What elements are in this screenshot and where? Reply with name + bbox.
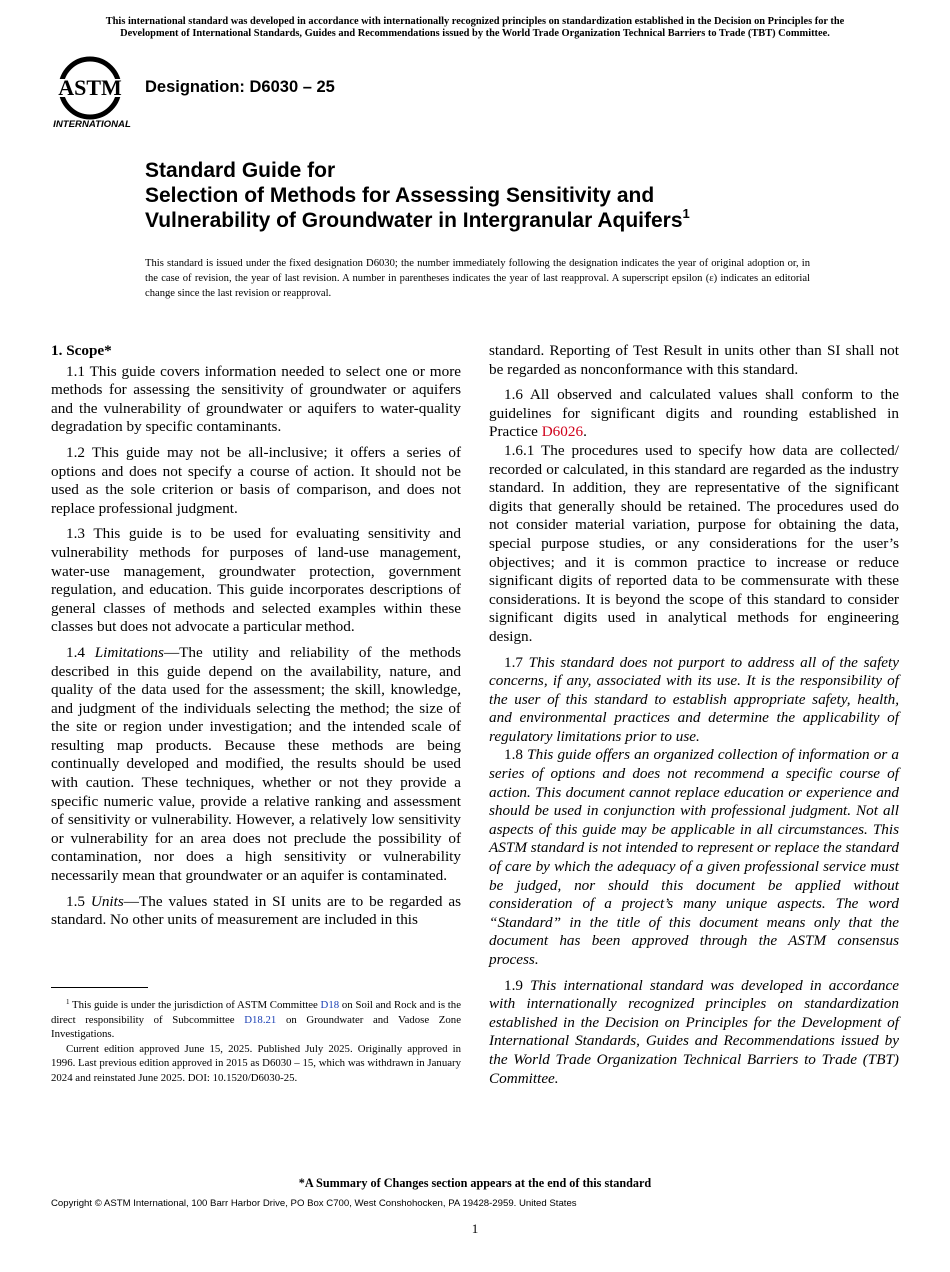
paragraph-1-7-number: 1.7	[504, 653, 529, 671]
notice-line-1: This international standard was developed in accordance with internationally recognized principles on standardization established in the Decision on Principles for the	[105, 16, 845, 27]
footnote-1-text-b: on Soil and Rock and is the direct responsibility of Subcommittee	[51, 999, 461, 1026]
document-title	[145, 158, 845, 233]
designation: Designation: D6030 – 25	[145, 78, 335, 96]
paragraph-1-8	[489, 746, 899, 969]
paragraph-1-5-term: Units	[90, 892, 124, 910]
paragraph-1-8-number: 1.8	[504, 746, 528, 764]
right-column	[489, 342, 899, 1095]
footnote-1-text-c: on Groundwater and Vadose Zone Investigations.	[51, 1013, 461, 1041]
copyright-line: Copyright © ASTM International, 100 Barr Harbor Drive, PO Box C700, West Conshohocken, PA 19428-2959. United States	[51, 1198, 577, 1209]
footnote-1-mark: 1	[66, 998, 70, 1006]
paragraph-1-8-text: This guide offers an organized collection of information or a series of options and does not recommend a specific course of action. This document cannot replace education or experience and should be used in conjunction with professional judgment. Not all aspects of this guide may be applicable in all circumstances. This ASTM standard is not intended to represent or replace the standard of care by which the adequacy of a given professional service must be judged, nor should this document be applied without consideration of a project’s many unique aspects. The word “Standard” in the title of this document means only that the document has been approved through the ASTM consensus process.	[489, 746, 900, 968]
footnote-1	[51, 998, 461, 1042]
footnote-edition-info: Current edition approved June 15, 2025. Published July 2025. Originally approved in 1996. Last previous edition approved in 2015 as D6030 – 15, which was withdrawn in January 2024 and reinstated June 2025. DOI: 10.1520/D6030-25.	[51, 1042, 461, 1084]
paragraph-1-4-term: Limitations	[94, 643, 164, 661]
paragraph-1-1: 1.1 This guide covers information needed to select one or more methods for assessing the sensitivity of groundwater or aquifers and the vulnerability of groundwater or aquifers to water-quality degradation by specific contaminants.	[51, 362, 461, 436]
footnote-1-text-a: This guide is under the jurisdiction of ASTM Committee	[69, 999, 321, 1011]
tbt-notice	[40, 16, 910, 41]
paragraph-1-6-text: 1.6 All observed and calculated values shall conform to the guidelines for significant digits and rounding established in Practice	[489, 386, 899, 441]
paragraph-1-6-1: 1.6.1 The procedures used to specify how data are collected/ recorded or calculated, in this standard are regarded as the industry standard. In addition, they are representative of the significant digits that generally should be retained. The procedures used do not consider material variation, purpose for obtaining the data, special purpose studies, or any considerations for the user’s objectives; and it is common practice to increase or reduce significant digits of reported data to be commensurate with these considerations. It is beyond the scope of this standard to consider significant digits used in analytical methods for engineering design.	[489, 441, 899, 645]
committee-d18-link[interactable]: D18	[320, 999, 340, 1011]
title-line-2: Selection of Methods for Assessing Sensitivity and	[145, 184, 655, 207]
paragraph-1-5-text: —The values stated in SI units are to be regarded as standard. No other units of measurement are included in this	[51, 892, 461, 929]
subcommittee-d18-21-link[interactable]: D18.21	[244, 1013, 277, 1026]
section-heading-scope: 1. Scope*	[51, 342, 112, 359]
footnotes	[51, 998, 461, 1086]
paragraph-1-4-text: —The utility and reliability of the methods described in this guide depend on the availability, nature, and quality of the data used for the assessment; the skill, knowledge, and judgment of the individuals selecting the method; the size of the site or region under investigation; and the intended scale of resulting map products. Because these methods are being continually developed and modified, the results should be used with caution. These techniques, whether or not they provide a specific numeric value, provide a relative ranking and assessment of sensitivity or vulnerability. However, a relatively low sensitivity or vulnerability for an area does not preclude the possibility of contamination, nor does a high sensitivity or vulnerability necessarily mean that groundwater or an aquifer is contaminated.	[51, 643, 462, 885]
title-footnote-mark[interactable]: 1	[682, 206, 690, 221]
footnote-divider	[51, 987, 148, 988]
paragraph-1-5-continued: standard. Reporting of Test Result in units other than SI shall not be regarded as nonconformance with this standard.	[489, 342, 899, 378]
paragraph-1-5-number: 1.5	[66, 892, 91, 910]
paragraph-1-7	[489, 654, 899, 747]
title-line-1: Standard Guide for	[145, 159, 336, 182]
logo-text: ASTM	[58, 75, 122, 100]
page-number: 1	[471, 1221, 479, 1236]
paragraph-1-9	[489, 977, 899, 1089]
paragraph-1-5	[51, 893, 461, 930]
paragraph-1-2: 1.2 This guide may not be all-inclusive; it offers a series of options and does not specify a course of action. It should not be used as the sole criterion or basis of comparison, and does not replace professional judgment.	[51, 443, 461, 517]
notice-line-2: Development of International Standards, Guides and Recommendations issued by the World Trade Organization Technical Barriers to Trade (TBT) Committee.	[120, 28, 830, 40]
paragraph-1-9-number: 1.9	[504, 976, 531, 994]
paragraph-1-4	[51, 644, 461, 886]
summary-of-changes-note: *A Summary of Changes section appears at the end of this standard	[298, 1176, 652, 1190]
title-line-3	[145, 208, 845, 233]
paragraph-1-3: 1.3 This guide is to be used for evaluating sensitivity and vulnerability methods for purposes of land-use management, water-use management, groundwater protection, government regulation, and education. This guide incorporates descriptions of general classes of methods and selected examples within these classes but does not advocate a particular method.	[51, 525, 461, 636]
paragraph-1-6-end: .	[583, 423, 587, 441]
paragraph-1-9-text: This international standard was developed in accordance with internationally recognized principles on standardization established in the Decision on Principles for the Development of International Standards, Guides and Recommendations issued by the World Trade Organization Technical Barriers to Trade (TBT) Committee.	[489, 976, 900, 1087]
paragraph-1-7-text: This standard does not purport to address all of the safety concerns, if any, associated with its use. It is the responsibility of the user of this standard to establish appropriate safety, health, and environmental practices and determine the applicability of regulatory limitations prior to use.	[489, 653, 900, 745]
astm-logo	[52, 55, 136, 131]
title-line-3-text: Vulnerability of Groundwater in Intergranular Aquifers	[145, 209, 683, 232]
designation-note: This standard is issued under the fixed designation D6030; the number immediately following the designation indicates the year of original adoption or, in the case of revision, the year of last revision. A number in parentheses indicates the year of last reapproval. A superscript epsilon (ε) indicates an editorial change since the last revision or reapproval.	[145, 258, 810, 299]
left-column	[51, 342, 461, 937]
practice-d6026-link[interactable]: D6026	[541, 423, 584, 441]
logo-subtext: INTERNATIONAL	[53, 119, 131, 130]
paragraph-1-4-number: 1.4	[66, 643, 95, 661]
paragraph-1-6	[489, 386, 899, 442]
